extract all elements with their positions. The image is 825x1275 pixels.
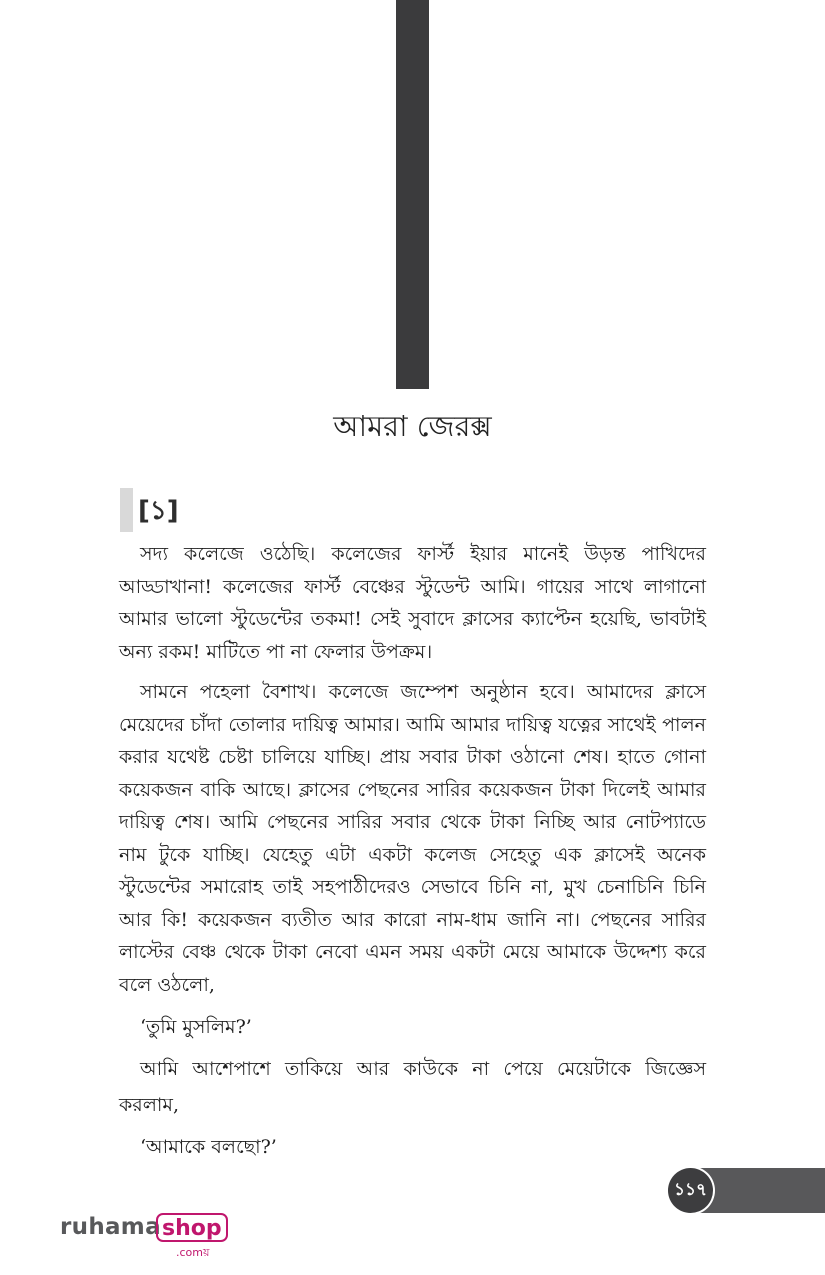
logo-wordmark: ruhama — [60, 1214, 161, 1240]
dialog-line: ‘তুমি মুসলিম?’ — [140, 1016, 252, 1038]
paragraph: সদ্য কলেজে ওঠেছি। কলেজের ফার্স্ট ইয়ার মানেই উড়ন্ত পাখিদের আড্ডাখানা! কলেজের ফার্স্ট বেঞ্চের স্টুডেন্ট আমি। গায়ের সাথে লাগানো আমার ভালো স্টুডেন্টের তকমা! সেই সুবাদে ক্লাসের ক্যাপ্টেন হয়েছি, ভাবটাই অন্য রকম! মাটিতে পা না ফেলার উপক্রম। — [119, 543, 706, 663]
logo-shop-badge: shop — [156, 1213, 228, 1242]
paragraph: আমি আশেপাশে তাকিয়ে আর কাউকে না পেয়ে মেয়েটাকে জিজ্ঞেস করলাম, — [119, 1058, 706, 1116]
chapter-title: আমরা জেরক্স — [333, 409, 492, 443]
page-number: ১১৭ — [668, 1168, 713, 1213]
logo-domain-suffix: .comয় — [176, 1246, 210, 1259]
section-marker-bar — [120, 488, 133, 532]
paragraph: সামনে পহেলা বৈশাখ। কলেজে জম্পেশ অনুষ্ঠান হবে। আমাদের ক্লাসে মেয়েদের চাঁদা তোলার দায়িত্ব আমার। আমি আমার দায়িত্ব যত্নের সাথেই পালন করার যথেষ্ট চেষ্টা চালিয়ে যাচ্ছি। প্রায় সবার টাকা ওঠানো শেষ। হাতে গোনা কয়েকজন বাকি আছে। ক্লাসের পেছনের সারির কয়েকজন টাকা দিলেই আমার দায়িত্ব শেষ। আমি পেছনের সারির সবার থেকে টাকা নিচ্ছি আর নোটপ্যাডে নাম টুকে যাচ্ছি। যেহেতু এটা একটা কলেজ সেহেতু এক ক্লাসেই অনেক স্টুডেন্টের সমারোহ তাই সহপাঠীদেরও সেভাবে চিনি না, মুখ চেনাচিনি চিনি আর কি! কয়েকজন ব্যতীত আর কারো নাম-ধাম জানি না। পেছনের সারির লাস্টের বেঞ্চ থেকে টাকা নেবো এমন সময় একটা মেয়ে আমাকে উদ্দেশ্য করে বলে ওঠলো, — [119, 681, 706, 996]
chapter-body — [119, 538, 706, 1171]
section-number: [১] — [138, 496, 179, 526]
chapter-decor-bar — [396, 0, 429, 389]
dialog-line: ‘আমাকে বলছো?’ — [140, 1136, 277, 1158]
publisher-logo — [60, 1210, 230, 1260]
